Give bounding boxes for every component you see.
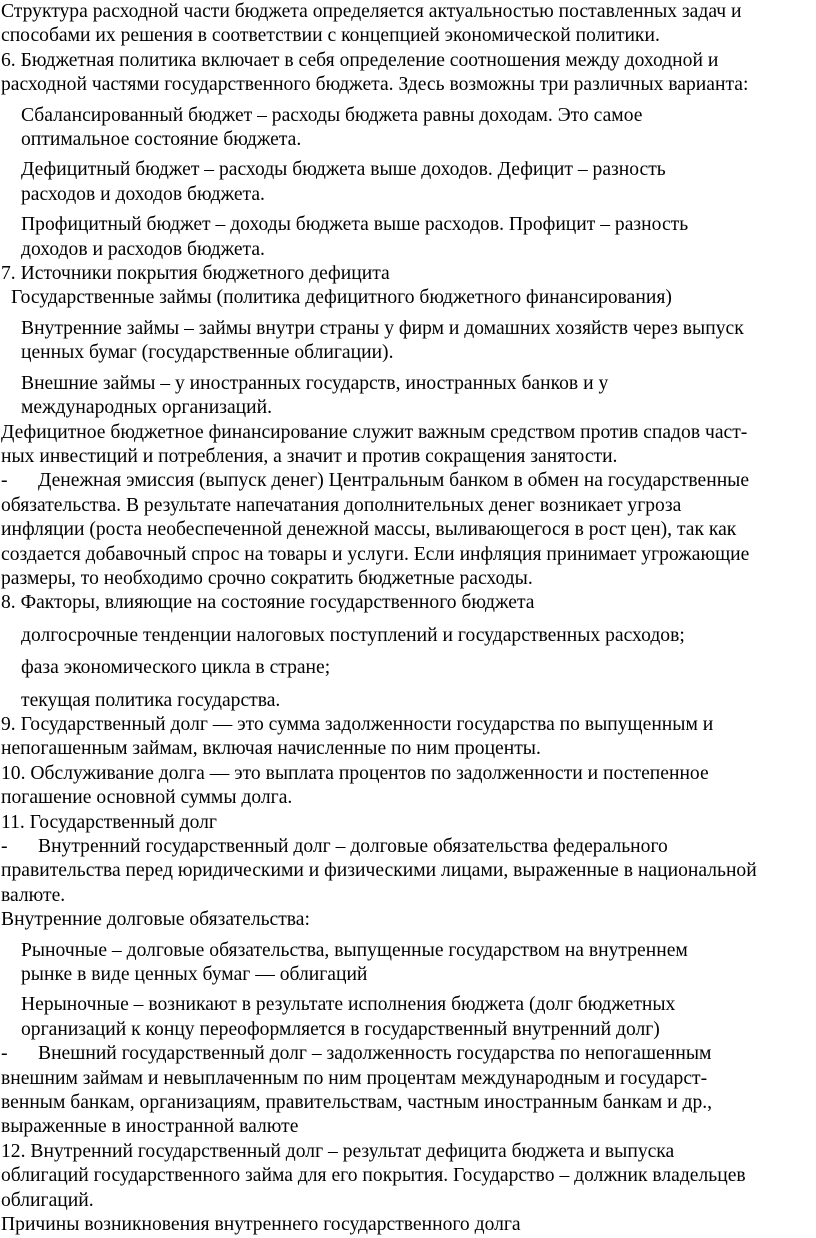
heading-debt-causes xyxy=(1,1213,816,1237)
text-line: Дефицитное бюджетное финансирование служит важным средством против спадов част- xyxy=(1,421,748,443)
text-line: валюте. xyxy=(1,884,66,906)
text-line: 11. Государственный долг xyxy=(1,811,217,833)
text-line: правительства перед юридическими и физическими лицами, выраженные в национальной xyxy=(1,860,757,882)
text-line: Внешние займы – у иностранных государств, иностранных банков и у xyxy=(21,372,609,394)
text-line: ных инвестиций и потребления, а значит и против сокращения занятости. xyxy=(1,445,618,467)
text-line: доходов и расходов бюджета. xyxy=(21,238,265,260)
heading-deficit-sources xyxy=(1,262,816,286)
dash-marker: - xyxy=(1,836,8,857)
text-line: Профицитный бюджет – доходы бюджета выше расходов. Профицит – разность xyxy=(21,214,689,236)
paragraph-debt-service xyxy=(1,762,816,811)
list-item-internal-debt xyxy=(1,835,816,908)
text-line: организаций к концу переоформляется в государственный внутренний долг) xyxy=(21,1018,660,1040)
text-line: Нерыночные – возникают в результате исполнения бюджета (долг бюджетных xyxy=(21,994,676,1016)
paragraph-internal-debt-result xyxy=(1,1140,816,1213)
dash-marker: - xyxy=(1,1043,8,1065)
text-line: непогашенным займам, включая начисленные по ним проценты. xyxy=(1,738,541,760)
subheading-government-loans xyxy=(1,286,816,310)
list-item-long-term-trends xyxy=(1,624,816,648)
dash-marker: - xyxy=(1,470,8,492)
text-line: облигаций. xyxy=(1,1189,94,1211)
text-line: венным банкам, организациям, правительствам, частным иностранным банкам и др., xyxy=(1,1092,713,1114)
text-line: расходов и доходов бюджета. xyxy=(21,183,265,205)
text-line: инфляции (роста необеспеченной денежной массы, выливающегося в рост цен), так как xyxy=(1,519,737,541)
text-line: внешним займам и невыплаченным по ним процентам международным и государст- xyxy=(1,1067,708,1089)
list-item-market-obligations xyxy=(1,939,816,988)
text-line: размеры, то необходимо срочно сократить бюджетные расходы. xyxy=(1,567,533,589)
list-item-non-market-obligations xyxy=(1,993,816,1042)
text-line: рынке в виде ценных бумаг — облигаций xyxy=(21,964,368,986)
text-line: 8. Факторы, влияющие на состояние государственного бюджета xyxy=(1,592,535,614)
text-line: облигаций государственного займа для его покрытия. Государство – должник владельцев xyxy=(1,1165,746,1187)
text-line: 6. Бюджетная политика включает в себя определение соотношения между доходной и xyxy=(1,49,719,71)
text-line: 12. Внутренний государственный долг – результат дефицита бюджета и выпуска xyxy=(1,1140,675,1162)
text-line: создается добавочный спрос на товары и услуги. Если инфляция принимает угрожающие xyxy=(1,543,750,565)
text-line: Внутренние долговые обязательства: xyxy=(1,909,310,931)
paragraph-public-debt-definition xyxy=(1,713,816,762)
list-item-current-policy xyxy=(1,689,816,713)
list-item-economic-cycle xyxy=(1,656,816,680)
text-line xyxy=(1,469,816,493)
text-line: Внутренние займы – займы внутри страны у фирм и домашних хозяйств через выпуск xyxy=(21,317,744,339)
text-line: 10. Обслуживание долга — это выплата процентов по задолженности и постепенное xyxy=(1,762,709,784)
text-line: оптимальное состояние бюджета. xyxy=(21,129,302,151)
heading-budget-factors xyxy=(1,591,816,615)
list-item-surplus-budget xyxy=(1,213,816,262)
text-line: Рыночные – долговые обязательства, выпущенные государством на внутреннем xyxy=(21,939,688,961)
list-item-money-emission xyxy=(1,469,816,591)
heading-public-debt xyxy=(1,811,816,835)
text-line: способами их решения в соответствии с концепцией экономической политики. xyxy=(1,25,660,47)
text-line: международных организаций. xyxy=(21,397,273,419)
text-line: текущая политика государства. xyxy=(21,689,281,711)
text-span: Денежная эмиссия (выпуск денег) Центральным банком в обмен на государственные xyxy=(38,470,750,492)
text-line: Государственные займы (политика дефицитного бюджетного финансирования) xyxy=(11,287,672,309)
text-line xyxy=(1,835,816,859)
text-span: Внешний государственный долг – задолженность государства по непогашенным xyxy=(38,1043,712,1065)
list-item-internal-loans xyxy=(1,317,816,366)
text-line: долгосрочные тенденции налоговых поступлений и государственных расходов; xyxy=(21,624,685,646)
list-item-deficit-budget xyxy=(1,158,816,207)
list-item-external-debt xyxy=(1,1042,816,1140)
paragraph-expenditure-structure xyxy=(1,0,816,49)
text-line: фаза экономического цикла в стране; xyxy=(21,657,331,679)
paragraph-deficit-financing xyxy=(1,421,816,470)
text-line xyxy=(1,1042,816,1066)
paragraph-budget-policy xyxy=(1,49,816,98)
text-line: 9. Государственный долг — это сумма задолженности государства по выпущенным и xyxy=(1,713,714,735)
text-line: 7. Источники покрытия бюджетного дефицита xyxy=(1,263,390,285)
text-line: расходной частями государственного бюджета. Здесь возможны три различных варианта: xyxy=(1,74,749,96)
text-span: Внутренний государственный долг – долговые обязательства федерального xyxy=(38,836,668,857)
text-line: Структура расходной части бюджета определяется актуальностью поставленных задач и xyxy=(1,1,742,22)
text-line: обязательства. В результате напечатания дополнительных денег возникает угроза xyxy=(1,494,682,516)
text-line: Сбалансированный бюджет – расходы бюджета равны доходам. Это самое xyxy=(21,104,643,126)
subheading-internal-obligations xyxy=(1,908,816,932)
text-line: выраженные в иностранной валюте xyxy=(1,1116,299,1138)
text-line: погашение основной суммы долга. xyxy=(1,787,293,809)
list-item-balanced-budget xyxy=(1,104,816,153)
list-item-external-loans xyxy=(1,372,816,421)
text-line: Причины возникновения внутреннего государственного долга xyxy=(1,1214,521,1236)
text-line: Дефицитный бюджет – расходы бюджета выше доходов. Дефицит – разность xyxy=(21,159,666,181)
text-line: ценных бумаг (государственные облигации). xyxy=(21,342,394,364)
